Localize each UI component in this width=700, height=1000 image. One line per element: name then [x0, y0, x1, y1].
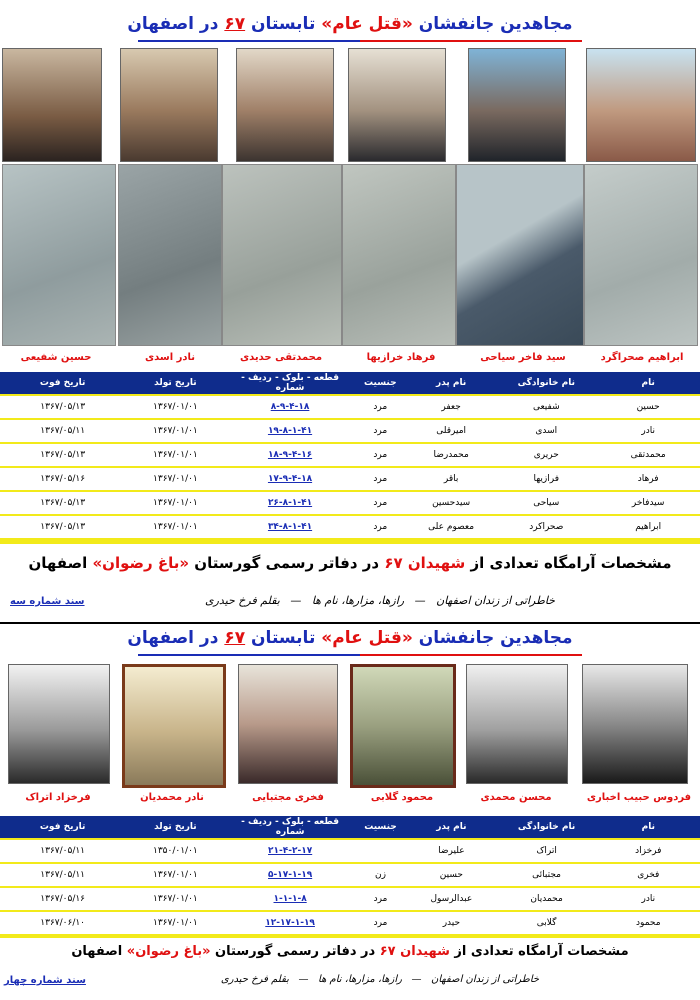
- cell-birth-date: ۱۳۶۷/۰۱/۰۱: [125, 887, 225, 911]
- table-row: [0, 395, 700, 419]
- cell-first-name: نادر: [596, 419, 700, 443]
- portrait-photo-shafiei: [2, 48, 102, 162]
- cell-first-name: نادر: [597, 887, 700, 911]
- name-label: فخری مجتبایی: [252, 792, 324, 803]
- cell-gender: مرد: [355, 443, 406, 467]
- cell-father-name: معصوم علی: [406, 515, 496, 539]
- name-label: محسن محمدی: [480, 792, 552, 803]
- cell-father-name: جعفر: [406, 395, 496, 419]
- gravestone-photo-asadi: [118, 164, 222, 346]
- cell-plot: ۲۶-۸-۱-۴۱: [225, 491, 354, 515]
- cell-first-name: سیدفاخر: [596, 491, 700, 515]
- cell-last-name: حریری: [496, 443, 596, 467]
- cell-father-name: حیدر: [406, 911, 496, 935]
- cell-first-name: حسین: [596, 395, 700, 419]
- section-divider: [0, 622, 700, 624]
- cell-plot: ۵-۱۷-۱-۱۹: [225, 863, 354, 887]
- col-header: جنسیت: [355, 372, 406, 395]
- cell-last-name: اتراک: [497, 839, 597, 863]
- cell-plot: ۱۲-۱۷-۱-۱۹: [225, 911, 354, 935]
- col-header: تاریخ فوت: [0, 816, 125, 839]
- cell-last-name: سیاحی: [496, 491, 596, 515]
- cell-death-date: ۱۳۶۷/۰۵/۱۳: [0, 395, 125, 419]
- doc3-table: [0, 372, 700, 540]
- gravestone-photo-sahragard: [584, 164, 698, 346]
- name-label: حسین شفیعی: [20, 352, 92, 363]
- cell-plot: ۱۸-۹-۴-۱۶: [225, 443, 354, 467]
- cell-plot: ۱-۱-۱-۸: [225, 887, 354, 911]
- doc3-label: سند شماره سه: [10, 596, 85, 607]
- col-header: نام پدر: [406, 372, 496, 395]
- cell-birth-date: ۱۳۶۷/۰۱/۰۱: [125, 443, 225, 467]
- portrait-photo-sayahi: [468, 48, 566, 162]
- cell-death-date: ۱۳۶۷/۰۵/۱۳: [0, 515, 125, 539]
- cell-father-name: علیرضا: [406, 839, 496, 863]
- doc4-table: [0, 816, 700, 936]
- table-row: [0, 419, 700, 443]
- name-label: فرخزاد اتراک: [25, 792, 91, 803]
- cell-gender: مرد: [355, 467, 406, 491]
- cell-plot: ۱۷-۹-۴-۱۸: [225, 467, 354, 491]
- cell-father-name: حسین: [406, 863, 496, 887]
- portrait-photo-akhbari: [582, 664, 688, 784]
- col-header: قطعه - بلوک - ردیف - شماره: [225, 372, 354, 395]
- portrait-photo-kharazi: [348, 48, 446, 162]
- table-header-row: [0, 372, 700, 395]
- cell-birth-date: ۱۳۶۷/۰۱/۰۱: [125, 515, 225, 539]
- cell-death-date: ۱۳۶۷/۰۶/۱۰: [0, 911, 125, 935]
- cell-gender: [355, 839, 406, 863]
- cell-first-name: فرهاد: [596, 467, 700, 491]
- col-header: تاریخ تولد: [125, 372, 225, 395]
- table-row: [0, 911, 700, 935]
- cell-death-date: ۱۳۶۷/۰۵/۱۶: [0, 887, 125, 911]
- table-row: [0, 863, 700, 887]
- cell-birth-date: ۱۳۶۷/۰۱/۰۱: [125, 491, 225, 515]
- name-label: نادر محمدیان: [140, 792, 204, 803]
- doc4-spec-line: مشخصات آرامگاه تعدادی از شهیدان ۶۷ در دفاتر رسمی گورستان «باغ رضوان» اصفهان: [71, 944, 629, 959]
- portrait-photo-mojtabaei: [238, 664, 338, 784]
- cell-birth-date: ۱۳۶۷/۰۱/۰۱: [125, 467, 225, 491]
- cell-first-name: فرخزاد: [597, 839, 700, 863]
- cell-death-date: ۱۳۶۷/۰۵/۱۱: [0, 839, 125, 863]
- cell-last-name: گلابی: [497, 911, 597, 935]
- table-row: [0, 515, 700, 539]
- doc3-spec-line: مشخصات آرامگاه تعدادی از شهیدان ۶۷ در دفاتر رسمی گورستان «باغ رضوان» اصفهان: [28, 554, 672, 572]
- gravestone-photo-shafiei: [2, 164, 116, 346]
- cell-last-name: صحراکرد: [496, 515, 596, 539]
- cell-first-name: محمود: [597, 911, 700, 935]
- cell-last-name: فرازیها: [496, 467, 596, 491]
- name-label: فرهاد خرازیها: [366, 352, 436, 363]
- cell-first-name: محمدتقی: [596, 443, 700, 467]
- cell-last-name: اسدی: [496, 419, 596, 443]
- cell-last-name: مجتبائی: [497, 863, 597, 887]
- cell-father-name: عبدالرسول: [406, 887, 496, 911]
- cell-birth-date: ۱۳۵۰/۰۱/۰۱: [125, 839, 225, 863]
- doc3-footer: خاطراتی از زندان اصفهان — رازها، مزارها، نام ها — بقلم فرخ حیدری: [205, 594, 555, 607]
- cell-first-name: ابراهیم: [596, 515, 700, 539]
- doc4-title: مجاهدین جانفشان «قتل عام» تابستان ۶۷ در اصفهان: [127, 628, 573, 648]
- cell-birth-date: ۱۳۶۷/۰۱/۰۱: [125, 863, 225, 887]
- cell-birth-date: ۱۳۶۷/۰۱/۰۱: [125, 395, 225, 419]
- col-header: قطعه - بلوک - ردیف - شماره: [225, 816, 354, 839]
- portrait-photo-atrak: [8, 664, 110, 784]
- cell-plot: ۱۹-۸-۱-۴۱: [225, 419, 354, 443]
- cell-father-name: محمدرضا: [406, 443, 496, 467]
- cell-birth-date: ۱۳۶۷/۰۱/۰۱: [125, 419, 225, 443]
- name-label: محمدتقی حدیدی: [239, 352, 323, 363]
- cell-father-name: امیرقلی: [406, 419, 496, 443]
- cell-father-name: باقر: [406, 467, 496, 491]
- col-header: تاریخ تولد: [125, 816, 225, 839]
- name-label: فردوس حبیب اخباری: [586, 792, 692, 803]
- cell-plot: ۸-۹-۴-۱۸: [225, 395, 354, 419]
- name-label: محمود گلابی: [370, 792, 434, 803]
- cell-first-name: فخری: [597, 863, 700, 887]
- col-header: نام: [597, 816, 700, 839]
- name-label: ابراهیم صحراگرد: [600, 352, 684, 363]
- cell-death-date: ۱۳۶۷/۰۵/۱۶: [0, 467, 125, 491]
- name-label: نادر اسدی: [144, 352, 196, 363]
- cell-last-name: شفیعی: [496, 395, 596, 419]
- cell-gender: مرد: [355, 491, 406, 515]
- title-rule-blue: [138, 40, 360, 42]
- cell-gender: مرد: [355, 515, 406, 539]
- cell-death-date: ۱۳۶۷/۰۵/۱۳: [0, 491, 125, 515]
- table-row: [0, 491, 700, 515]
- portrait-photo-mohammadian: [122, 664, 226, 788]
- col-header: تاریخ فوت: [0, 372, 125, 395]
- cell-plot: ۳۴-۸-۱-۴۱: [225, 515, 354, 539]
- col-header: جنسیت: [355, 816, 406, 839]
- cell-plot: ۲۱-۴-۲-۱۷: [225, 839, 354, 863]
- title-rule-red: [360, 654, 582, 656]
- portrait-photo-hadidi: [236, 48, 334, 162]
- portrait-photo-sahragard: [586, 48, 696, 162]
- gravestone-photo-sayahi: [456, 164, 584, 346]
- cell-death-date: ۱۳۶۷/۰۵/۱۱: [0, 419, 125, 443]
- cell-gender: زن: [355, 863, 406, 887]
- doc4-label: سند شماره چهار: [4, 975, 86, 986]
- cell-gender: مرد: [355, 887, 406, 911]
- title-rule-red: [360, 40, 582, 42]
- doc4-footer: خاطراتی از زندان اصفهان — رازها، مزارها، نام ها — بقلم فرخ حیدری: [220, 974, 540, 985]
- portrait-photo-golabi: [350, 664, 456, 788]
- doc3-title: مجاهدین جانفشان «قتل عام» تابستان ۶۷ در اصفهان: [127, 14, 573, 34]
- gravestone-photo-kharazi: [342, 164, 456, 346]
- table-row: [0, 467, 700, 491]
- cell-birth-date: ۱۳۶۷/۰۱/۰۱: [125, 911, 225, 935]
- gravestone-photo-hadidi: [222, 164, 342, 346]
- title-rule-blue: [138, 654, 360, 656]
- cell-gender: مرد: [355, 395, 406, 419]
- name-label: سید فاخر سیاحی: [480, 352, 566, 363]
- cell-death-date: ۱۳۶۷/۰۵/۱۱: [0, 863, 125, 887]
- cell-death-date: ۱۳۶۷/۰۵/۱۳: [0, 443, 125, 467]
- cell-gender: مرد: [355, 911, 406, 935]
- table-row: [0, 443, 700, 467]
- col-header: نام خانوادگی: [496, 372, 596, 395]
- col-header: نام خانوادگی: [497, 816, 597, 839]
- cell-father-name: سیدحسین: [406, 491, 496, 515]
- col-header: نام: [596, 372, 700, 395]
- portrait-photo-mohammadi: [466, 664, 568, 784]
- table-row: [0, 839, 700, 863]
- portrait-photo-asadi: [120, 48, 218, 162]
- table-row: [0, 887, 700, 911]
- cell-gender: مرد: [355, 419, 406, 443]
- col-header: نام پدر: [406, 816, 496, 839]
- table-header-row: [0, 816, 700, 839]
- cell-last-name: محمدیان: [497, 887, 597, 911]
